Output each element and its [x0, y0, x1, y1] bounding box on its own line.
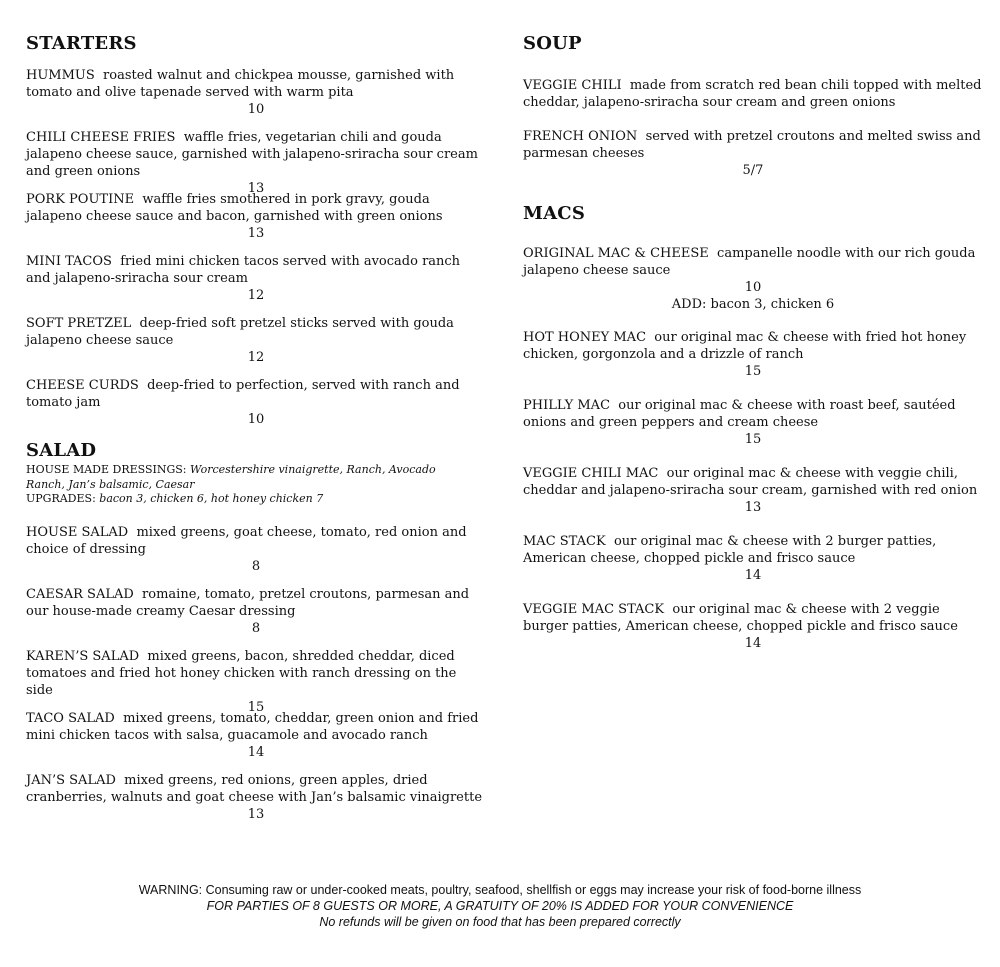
item-desc: our original mac & cheese with veggie chili, cheddar and jalapeno-sriracha sour cream, garnished with red onion — [523, 466, 978, 498]
item-desc: our original mac & cheese with 2 veggie burger patties, American cheese, chopped pickle and frisco sauce — [523, 602, 958, 634]
item-price: 15 — [247, 700, 265, 715]
menu-item — [26, 524, 486, 575]
item-desc: made from scratch red bean chili topped with melted cheddar, jalapeno-sriracha sour cream and green onions — [523, 78, 982, 110]
item-price: 13 — [247, 807, 265, 822]
item-desc: mixed greens, tomato, cheddar, green onion and fried mini chicken tacos with salsa, guacamole and avocado ranch — [26, 711, 479, 743]
item-name: CAESAR SALAD — [26, 587, 134, 602]
item-name: VEGGIE MAC STACK — [523, 602, 665, 617]
item-desc: our original mac & cheese with fried hot honey chicken, gorgonzola and a drizzle of ranch — [523, 330, 967, 362]
item-desc: campanelle noodle with our rich gouda jalapeno cheese sauce — [523, 246, 976, 278]
item-name: JAN’S SALAD — [26, 773, 116, 788]
item-name: SOFT PRETZEL — [26, 316, 132, 331]
item-price: 15 — [744, 364, 762, 379]
upgrades-list: bacon 3, chicken 6, hot honey chicken 7 — [99, 492, 324, 505]
menu-item — [26, 315, 486, 366]
item-price: 13 — [744, 500, 762, 515]
item-price: 12 — [247, 288, 265, 303]
menu-item — [26, 772, 486, 823]
item-price: 10 — [744, 280, 762, 295]
item-name: PHILLY MAC — [523, 398, 611, 413]
item-name: KAREN’S SALAD — [26, 649, 140, 664]
item-name: HOT HONEY MAC — [523, 330, 647, 345]
macs-heading: MACS — [523, 203, 586, 224]
menu-item — [26, 253, 486, 304]
starters-heading: STARTERS — [26, 33, 137, 54]
item-desc: deep-fried to perfection, served with ranch and tomato jam — [26, 378, 460, 410]
footer-notices — [0, 882, 1000, 930]
menu-item — [523, 128, 983, 179]
upgrades-note — [26, 491, 456, 506]
item-name: FRENCH ONION — [523, 129, 638, 144]
dressings-label: HOUSE MADE DRESSINGS: — [26, 463, 187, 476]
item-addons: ADD: bacon 3, chicken 6 — [671, 297, 835, 312]
item-price: 13 — [247, 226, 265, 241]
menu-item — [26, 648, 486, 716]
item-desc: roasted walnut and chickpea mousse, garnished with tomato and olive tapenade served with warm pita — [26, 68, 455, 100]
menu-item — [523, 77, 983, 111]
item-price: 10 — [247, 412, 265, 427]
dressings-note — [26, 462, 456, 492]
item-name: PORK POUTINE — [26, 192, 135, 207]
refund-notice: No refunds will be given on food that has been prepared correctly — [319, 915, 681, 929]
menu-item — [26, 377, 486, 428]
item-price: 8 — [251, 559, 261, 574]
item-desc: served with pretzel croutons and melted swiss and parmesan cheeses — [523, 129, 981, 161]
salad-heading: SALAD — [26, 440, 97, 461]
dressings-list: Worcestershire vinaigrette, Ranch, Avocado Ranch, Jan’s balsamic, Caesar — [26, 463, 436, 491]
menu-item — [523, 465, 983, 516]
menu-item — [523, 245, 983, 313]
item-name: CHEESE CURDS — [26, 378, 139, 393]
menu-item — [26, 191, 486, 242]
item-desc: our original mac & cheese with roast beef, sautéed onions and green peppers and cream cheese — [523, 398, 956, 430]
item-name: HUMMUS — [26, 68, 95, 83]
right-column — [523, 30, 983, 651]
item-desc: mixed greens, red onions, green apples, dried cranberries, walnuts and goat cheese with Jan’s balsamic vinaigrette — [26, 773, 483, 805]
item-price: 10 — [247, 102, 265, 117]
menu-item — [523, 533, 983, 584]
item-price: 13 — [247, 181, 265, 196]
soup-heading: SOUP — [523, 33, 582, 54]
item-name: ORIGINAL MAC & CHEESE — [523, 246, 709, 261]
upgrades-label: UPGRADES: — [26, 492, 96, 505]
item-price: 14 — [247, 745, 265, 760]
item-price: 14 — [744, 636, 762, 651]
item-desc: waffle fries, vegetarian chili and gouda jalapeno cheese sauce, garnished with jalapeno-sriracha sour cream and green onions — [26, 130, 478, 179]
item-price: 15 — [744, 432, 762, 447]
item-desc: romaine, tomato, pretzel croutons, parmesan and our house-made creamy Caesar dressing — [26, 587, 470, 619]
item-name: VEGGIE CHILI — [523, 78, 622, 93]
item-name: TACO SALAD — [26, 711, 115, 726]
item-name: CHILI CHEESE FRIES — [26, 130, 176, 145]
item-name: VEGGIE CHILI MAC — [523, 466, 659, 481]
menu-item — [26, 67, 486, 118]
item-desc: our original mac & cheese with 2 burger patties, American cheese, chopped pickle and frisco sauce — [523, 534, 937, 566]
menu-item — [523, 601, 983, 652]
gratuity-notice: FOR PARTIES OF 8 GUESTS OR MORE, A GRATUITY OF 20% IS ADDED FOR YOUR CONVENIENCE — [206, 899, 794, 913]
food-warning: WARNING: Consuming raw or under-cooked meats, poultry, seafood, shellfish or eggs may increase your risk of food-borne illness — [138, 883, 862, 897]
item-desc: mixed greens, bacon, shredded cheddar, diced tomatoes and fried hot honey chicken with ranch dressing on the side — [26, 649, 457, 698]
item-price: 14 — [744, 568, 762, 583]
item-name: HOUSE SALAD — [26, 525, 129, 540]
item-price: 8 — [251, 621, 261, 636]
item-desc: waffle fries smothered in pork gravy, gouda jalapeno cheese sauce and bacon, garnished with green onions — [26, 192, 443, 224]
menu-item — [523, 397, 983, 448]
item-desc: fried mini chicken tacos served with avocado ranch and jalapeno-sriracha sour cream — [26, 254, 461, 286]
item-desc: deep-fried soft pretzel sticks served with gouda jalapeno cheese sauce — [26, 316, 454, 348]
item-desc: mixed greens, goat cheese, tomato, red onion and choice of dressing — [26, 525, 467, 557]
item-price: 12 — [247, 350, 265, 365]
soup-price: 5/7 — [742, 163, 764, 178]
menu-item — [523, 329, 983, 380]
menu-item — [26, 129, 486, 197]
left-column — [26, 30, 486, 822]
item-name: MAC STACK — [523, 534, 606, 549]
item-name: MINI TACOS — [26, 254, 112, 269]
menu-item — [26, 710, 486, 761]
menu-item — [26, 586, 486, 637]
